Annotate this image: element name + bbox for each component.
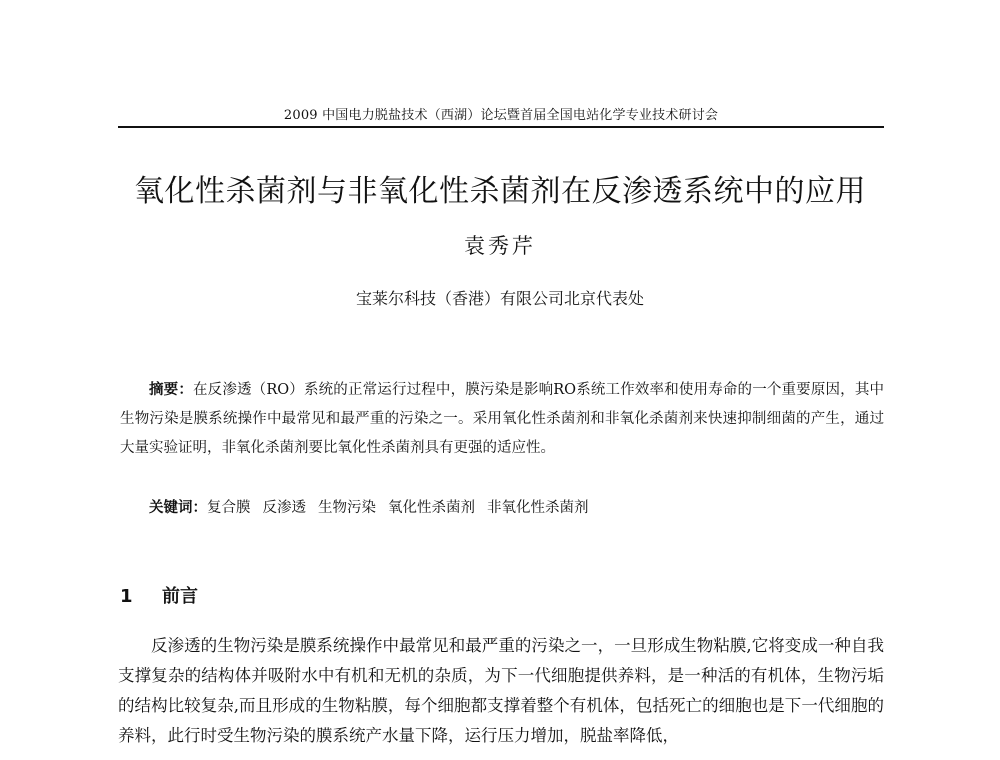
abstract-text: 在反渗透（RO）系统的正常运行过程中，膜污染是影响RO系统工作效率和使用寿命的一个重要原因，其中生物污染是膜系统操作中最常见和最严重的污染之一。采用氧化性杀菌剂和非氧化杀菌剂来快速抑制细菌的产生，通过大量实验证明，非氧化杀菌剂要比氧化性杀菌剂具有更强的适应性。 [120, 382, 885, 456]
body-paragraph: 反渗透的生物污染是膜系统操作中最常见和最严重的污染之一，一旦形成生物粘膜,它将变成一种自我支撑复杂的结构体并吸附水中有机和无机的杂质，为下一代细胞提供养料，是一种活的有机体，生物污垢的结构比较复杂,而且形成的生物粘膜，每个细胞都支撑着整个有机体，包括死亡的细胞也是下一代细胞的养料，此行时受生物污染的膜系统产水量下降，运行压力增加，脱盐率降低， [118, 636, 884, 745]
keyword: 生物污染 [318, 500, 376, 516]
section-title: 前言 [162, 586, 198, 607]
keyword: 氧化性杀菌剂 [388, 500, 475, 516]
header-rule [118, 126, 884, 128]
abstract-label: 摘要： [149, 381, 193, 398]
section-heading [120, 582, 198, 608]
paper-title: 氧化性杀菌剂与非氧化性杀菌剂在反渗透系统中的应用 [134, 174, 866, 209]
keyword: 非氧化性杀菌剂 [487, 500, 589, 516]
keyword: 反渗透 [262, 500, 306, 516]
conference-header: 2009 中国电力脱盐技术（西湖）论坛暨首届全国电站化学专业技术研讨会 [283, 108, 719, 123]
keywords [120, 493, 884, 523]
keywords-label: 关键词： [149, 499, 207, 516]
keyword: 复合膜 [207, 500, 251, 516]
author-name: 袁秀芹 [464, 234, 536, 258]
section-number: 1 [120, 586, 133, 607]
author-affiliation: 宝莱尔科技（香港）有限公司北京代表处 [355, 289, 644, 308]
abstract [120, 375, 884, 463]
